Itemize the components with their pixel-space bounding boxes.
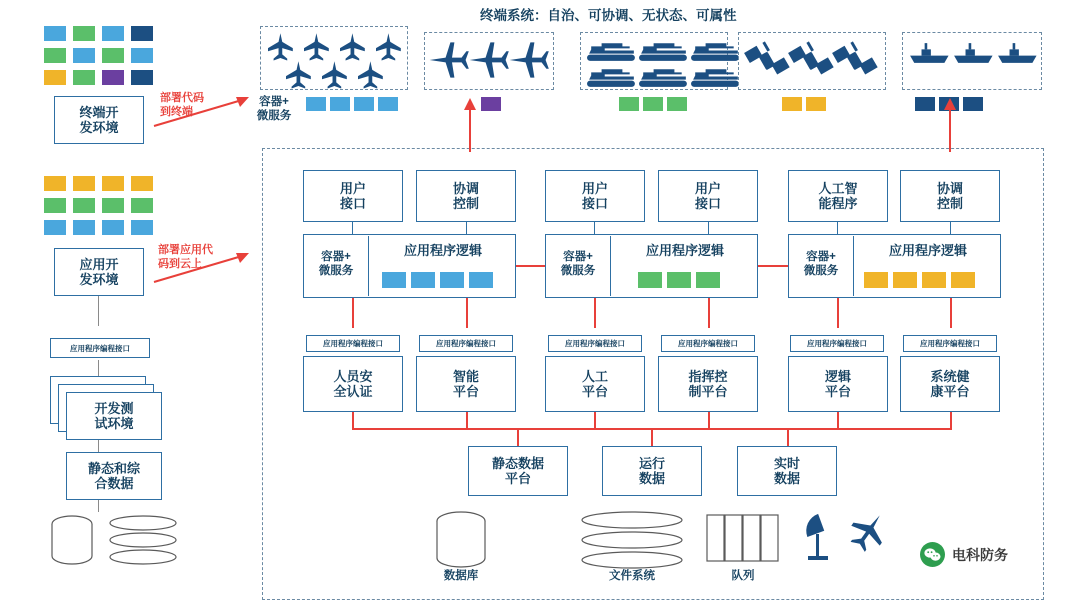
- data-box-1-l1: 运行: [638, 455, 665, 471]
- terminal-chips-fighter: [306, 97, 402, 113]
- container-label-c: 容器+ 微服务: [803, 251, 839, 278]
- interface-box-5-l2: 控制: [936, 196, 963, 211]
- deploy-code-label: 部署代码 到终端: [160, 92, 204, 118]
- static-data-box[interactable]: [66, 452, 162, 500]
- radar-antenna-icon: [800, 508, 900, 568]
- red-link-ab: [516, 265, 545, 267]
- bus-drop-0: [352, 412, 354, 428]
- api-box-2[interactable]: 应用程序编程接口: [548, 335, 642, 352]
- static-data-line1: 静态和综: [87, 460, 140, 476]
- bus-drop-3: [708, 412, 710, 428]
- database-label: 数据库: [443, 570, 479, 582]
- data-drop-1: [651, 430, 653, 446]
- app-dev-env-box[interactable]: [54, 248, 144, 296]
- api-box-0[interactable]: 应用程序编程接口: [306, 335, 400, 352]
- data-box-1[interactable]: [602, 446, 702, 496]
- interface-box-1[interactable]: [416, 170, 516, 222]
- data-drop-0: [517, 430, 519, 446]
- conn-i2: [594, 222, 595, 234]
- fighter-jet-icon: [264, 30, 404, 86]
- platform-box-4-l1: 逻辑: [824, 368, 851, 384]
- left-db-cylinder-icon: [50, 514, 94, 566]
- platform-box-2-l1: 人工: [581, 368, 608, 384]
- interface-box-0-l2: 接口: [339, 196, 366, 211]
- platform-box-3-l1: 指挥控: [688, 368, 728, 384]
- data-box-0-l2: 平台: [504, 471, 531, 486]
- platform-box-3[interactable]: [658, 356, 758, 412]
- platform-box-4-l2: 平台: [824, 384, 851, 399]
- queue-label: 队列: [731, 570, 755, 582]
- bus-drop-2: [594, 412, 596, 428]
- bus-drop-4: [837, 412, 839, 428]
- app-chips-a: [382, 272, 506, 290]
- tank-icon: [586, 38, 724, 86]
- interface-box-4[interactable]: [788, 170, 888, 222]
- api-box-4[interactable]: 应用程序编程接口: [790, 335, 884, 352]
- dev-test-env-line1: 开发测: [94, 400, 134, 416]
- divider-a: [368, 236, 369, 296]
- data-box-1-l2: 数据: [638, 471, 665, 486]
- platform-box-2[interactable]: [545, 356, 645, 412]
- terminal-dev-env-box[interactable]: [54, 96, 144, 144]
- left-filesystem-icon: [108, 514, 178, 566]
- data-box-0-l1: 静态数据: [491, 455, 544, 471]
- app-logic-label-b: 应用程序逻辑: [645, 243, 724, 258]
- left-connector-1: [98, 296, 99, 326]
- interface-box-0[interactable]: [303, 170, 403, 222]
- watermark-text: 电科防务: [952, 546, 1008, 563]
- red-down-2: [594, 298, 596, 328]
- interface-box-4-l1: 人工智: [818, 180, 858, 196]
- platform-box-4[interactable]: [788, 356, 888, 412]
- transport-plane-icon: [428, 36, 550, 86]
- platform-box-1[interactable]: [416, 356, 516, 412]
- platform-box-0-l2: 全认证: [333, 384, 373, 399]
- red-down-0: [352, 298, 354, 328]
- data-box-2[interactable]: [737, 446, 837, 496]
- red-down-3: [708, 298, 710, 328]
- interface-box-1-l2: 控制: [452, 196, 479, 211]
- queue-icon: [706, 514, 780, 564]
- wechat-icon: [920, 542, 945, 567]
- bus-drop-1: [466, 412, 468, 428]
- terminal-chips-transport: [481, 97, 505, 113]
- app-dev-env-line1: 应用开: [79, 256, 119, 272]
- interface-box-5-l1: 协调: [936, 180, 963, 196]
- platform-box-0-l1: 人员安: [333, 368, 373, 384]
- interface-box-2-l1: 用户: [581, 180, 608, 196]
- api-box-1[interactable]: 应用程序编程接口: [419, 335, 513, 352]
- interface-box-3-l2: 接口: [694, 196, 721, 211]
- legend-grid-app: [44, 176, 154, 238]
- platform-box-5-l2: 康平台: [930, 384, 970, 399]
- interface-box-2-l2: 接口: [581, 196, 608, 211]
- divider-c: [853, 236, 854, 296]
- divider-b: [610, 236, 611, 296]
- terminal-container-label: 容器+ 微服务: [256, 96, 292, 123]
- conn-i3: [708, 222, 709, 234]
- deploy-app-label: 部署应用代 码到云上: [158, 244, 213, 270]
- platform-box-1-l2: 平台: [452, 384, 479, 399]
- left-connector-4: [98, 500, 99, 512]
- satellite-icon: [744, 36, 882, 86]
- ship-icon: [908, 40, 1038, 84]
- app-logic-label-c: 应用程序逻辑: [888, 243, 967, 258]
- filesystem-label: 文件系统: [609, 570, 655, 582]
- terminal-chips-satellites: [782, 97, 832, 113]
- interface-box-4-l2: 能程序: [818, 196, 858, 211]
- interface-box-3-l1: 用户: [694, 180, 721, 196]
- terminal-dev-env-line2: 发环境: [79, 120, 119, 135]
- legend-grid-terminal: [44, 26, 154, 88]
- app-logic-label-a: 应用程序逻辑: [403, 243, 482, 258]
- platform-box-1-l1: 智能: [452, 368, 479, 384]
- filesystem-icon: [580, 510, 684, 570]
- dev-test-env-box[interactable]: [66, 392, 162, 440]
- platform-box-5-l1: 系统健: [930, 368, 970, 384]
- data-box-2-l1: 实时: [773, 455, 800, 471]
- data-drop-2: [787, 430, 789, 446]
- container-label-b: 容器+ 微服务: [560, 251, 596, 278]
- left-connector-3: [98, 440, 99, 452]
- conn-i4: [837, 222, 838, 234]
- red-link-bc: [758, 265, 788, 267]
- arrow-to-transport: [460, 96, 480, 152]
- red-down-1: [466, 298, 468, 328]
- conn-i0: [352, 222, 353, 234]
- interface-box-0-l1: 用户: [339, 180, 366, 196]
- red-down-4: [837, 298, 839, 328]
- interface-box-2[interactable]: [545, 170, 645, 222]
- api-box-3[interactable]: 应用程序编程接口: [661, 335, 755, 352]
- watermark: [920, 542, 1008, 567]
- container-label-a: 容器+ 微服务: [318, 251, 354, 278]
- terminal-dev-env-line1: 终端开: [79, 104, 119, 120]
- conn-i1: [466, 222, 467, 234]
- app-chips-b: [638, 272, 738, 290]
- app-chips-c: [864, 272, 988, 290]
- dev-test-env-line2: 试环境: [94, 416, 134, 431]
- platform-box-2-l2: 平台: [581, 384, 608, 399]
- red-down-5: [950, 298, 952, 328]
- api-box-5[interactable]: 应用程序编程接口: [903, 335, 997, 352]
- platform-box-0[interactable]: [303, 356, 403, 412]
- app-dev-env-line2: 发环境: [79, 272, 119, 287]
- terminal-chips-tanks: [619, 97, 695, 113]
- data-box-0[interactable]: [468, 446, 568, 496]
- platform-box-3-l2: 制平台: [688, 384, 728, 399]
- conn-i5: [950, 222, 951, 234]
- data-box-2-l2: 数据: [773, 471, 800, 486]
- arrow-to-ships: [940, 96, 960, 152]
- bus-drop-5: [950, 412, 952, 428]
- static-data-line2: 合数据: [94, 476, 134, 491]
- interface-box-5[interactable]: [900, 170, 1000, 222]
- interface-box-1-l1: 协调: [452, 180, 479, 196]
- database-icon: [435, 510, 487, 570]
- page-title: 终端系统：自治、可协调、无状态、可属性: [480, 8, 737, 23]
- platform-box-5[interactable]: [900, 356, 1000, 412]
- left-api-box[interactable]: 应用程序编程接口: [50, 338, 150, 358]
- interface-box-3[interactable]: [658, 170, 758, 222]
